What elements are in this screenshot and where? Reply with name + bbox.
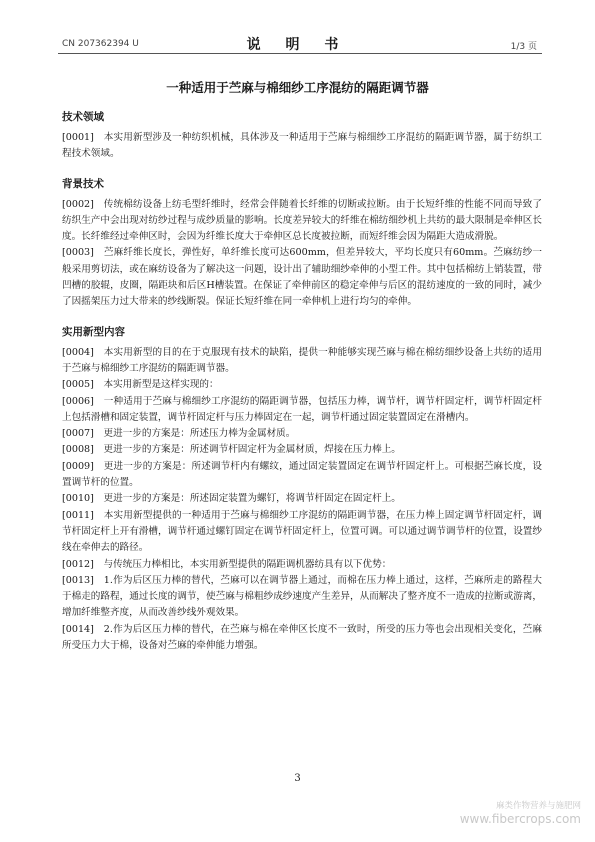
section-technical-field xyxy=(62,110,542,163)
paragraph-0011: [0011] 本实用新型提供的一种适用于苎麻与棉细纱工序混纺的隔距调节器，在压力棒上固定调节杆固定杆，调节杆固定杆上开有滑槽，调节杆通过螺钉固定在调节杆固定杆上，位置可调。可以通过调节调节杆的位置，设置纱线在牵伸去的路径。 xyxy=(62,509,542,554)
paragraph-0001: [0001] 本实用新型涉及一种纺织机械，具体涉及一种适用于苎麻与棉细纱工序混纺的隔距调节器，属于纺织工程技术领域。 xyxy=(62,132,542,160)
page-header xyxy=(0,28,595,68)
paragraph-0002: [0002] 传统棉纺设备上纺毛型纤维时，经常会伴随着长纤维的切断或拉断。由于长短纤维的性能不同而导致了纺织生产中会出现对纺纱过程与成纱质量的影响。长度差异较大的纤维在棉纺细纱机上共纺的最大限制是牵伸区长度。长纤维经过牵伸区时，会因为纤维长度大于牵伸区总长度被拉断，而短纤维会因为隔距大造成滑脱。 xyxy=(62,198,542,243)
section-heading: 技术领域 xyxy=(62,111,104,123)
header-divider xyxy=(58,53,542,54)
section-background xyxy=(62,177,542,311)
site-watermark xyxy=(460,800,581,826)
section-utility-content xyxy=(62,325,542,655)
document-type-title: 说 明 书 xyxy=(246,37,349,53)
document-body xyxy=(62,110,542,654)
paragraph-0012: [0012] 与传统压力棒相比，本实用新型提供的隔距调机器纺具有以下优势： xyxy=(62,558,392,570)
patent-number: CN 207362394 U xyxy=(62,39,139,49)
paragraph-0006: [0006] 一种适用于苎麻与棉细纱工序混纺的隔距调节器，包括压力棒，调节杆，调节杆固定杆，调节杆固定杆上包括滑槽和固定装置，调节杆固定杆与压力棒固定在一起，调节杆通过固定装置固定在滑槽内。 xyxy=(62,395,542,423)
page-indicator: 1/3 页 xyxy=(510,42,537,52)
watermark-url: www.fibercrops.com xyxy=(459,812,581,826)
page-number: 3 xyxy=(294,773,301,784)
paragraph-0010: [0010] 更进一步的方案是：所述固定装置为螺钉，将调节杆固定在固定杆上。 xyxy=(62,493,401,505)
paragraph-0005: [0005] 本实用新型是这样实现的： xyxy=(62,379,219,391)
paragraph-0009: [0009] 更进一步的方案是：所述调节杆内有螺纹，通过固定装置固定在调节杆固定杆上。可根据苎麻长度，设置调节杆的位置。 xyxy=(62,460,542,489)
paragraph-0003: [0003] 苎麻纤维长度长，弹性好，单纤维长度可达600mm，但差异较大，平均长度只有60mm。苎麻纺纱一般采用剪切法，或在麻纺设备为了解决这一问题，设计出了辅助细纱牵伸的小型工件。其中包括棉纺上销装置，带凹槽的胶辊，皮圈，隔距块和后区H槽装置。在保证了牵伸前区的稳定牵伸与后区的混纺速度的一致的同时，减少了因摇架压力过大带来的纱线断裂。保证长短纤维在同一牵伸机上进行均匀的牵伸。 xyxy=(62,247,542,308)
paragraph-0013: [0013] 1.作为后区压力棒的替代，苎麻可以在调节器上通过，而棉在压力棒上通过，这样，苎麻所走的路程大于棉走的路程，通过长度的调节，使苎麻与棉粗纱成纱速度产生差异，从而解决了整齐度不一造成的拉断或游离，增加纤维整齐度，从而改善纱线外观效果。 xyxy=(62,574,542,619)
section-heading: 实用新型内容 xyxy=(62,325,125,338)
section-heading: 背景技术 xyxy=(62,177,104,190)
paragraph-0014: [0014] 2.作为后区压力棒的替代，在苎麻与棉在牵伸区长度不一致时，所受的压力等也会出现相关变化，苎麻所受压力大于棉，设备对苎麻的牵伸能力增强。 xyxy=(62,623,542,652)
paragraph-0004: [0004] 本实用新型的目的在于克服现有技术的缺陷，提供一种能够实现苎麻与棉在棉纺细纱设备上共纺的适用于苎麻与棉细纱工序混纺的隔距调节器。 xyxy=(62,346,542,374)
watermark-site-name: 麻类作物营养与施肥网 xyxy=(495,801,581,811)
paragraph-0008: [0008] 更进一步的方案是：所述调节杆固定杆为金属材质，焊接在压力棒上。 xyxy=(62,444,401,456)
paragraph-0007: [0007] 更进一步的方案是：所述压力棒为金属材质。 xyxy=(62,428,296,440)
document-title: 一种适用于苎麻与棉细纱工序混纺的隔距调节器 xyxy=(166,80,429,95)
